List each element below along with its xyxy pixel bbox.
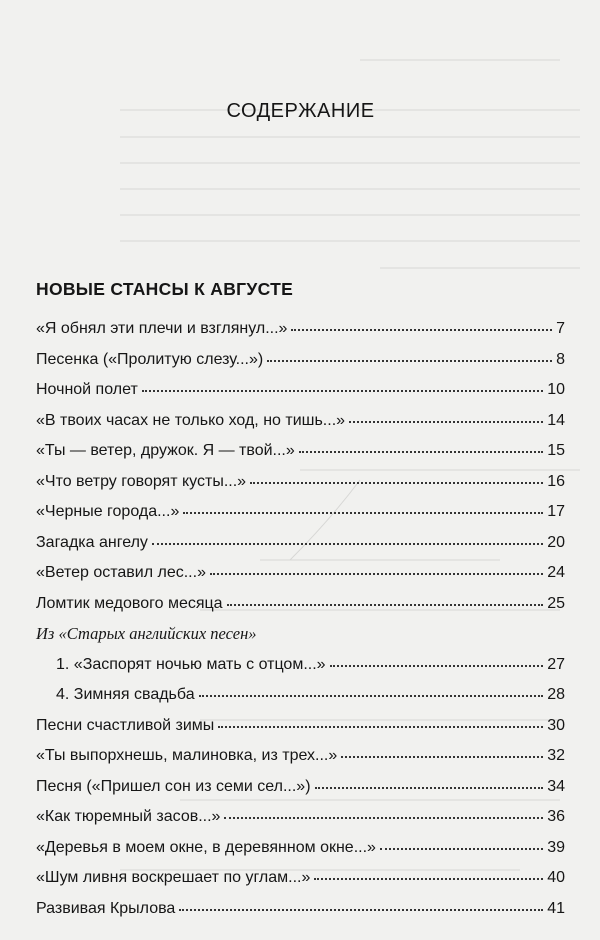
toc-entry[interactable] <box>36 894 565 925</box>
toc-entry-page: 7 <box>556 320 565 337</box>
toc-entry-title: «Ветер оставил лес...» <box>36 564 206 581</box>
toc-entry[interactable] <box>36 589 565 620</box>
toc-entry-page: 14 <box>547 411 565 429</box>
toc-entry-title: Песня («Пришел сон из семи сел...») <box>36 777 311 795</box>
toc-list <box>36 314 565 924</box>
dot-leader <box>299 450 543 453</box>
dot-leader <box>314 877 543 880</box>
table-of-contents-page <box>36 0 565 940</box>
toc-entry-title: «Шум ливня воскрешает по углам...» <box>36 869 311 886</box>
toc-subentry[interactable] <box>36 680 565 711</box>
dot-leader <box>142 389 543 392</box>
toc-entry-page: 24 <box>547 564 565 581</box>
toc-entry[interactable] <box>36 711 565 742</box>
toc-entry[interactable] <box>36 528 565 559</box>
toc-entry[interactable] <box>36 345 565 376</box>
toc-entry-title: Развивая Крылова <box>36 899 176 917</box>
toc-entry[interactable] <box>36 833 565 864</box>
toc-entry[interactable] <box>36 375 565 406</box>
toc-entry[interactable] <box>36 314 565 345</box>
toc-entry-page: 34 <box>547 777 565 795</box>
toc-entry-page: 28 <box>547 686 565 703</box>
toc-entry-page: 30 <box>547 716 565 734</box>
toc-entry-page: 15 <box>547 442 565 459</box>
dot-leader <box>224 816 543 819</box>
dot-leader <box>250 481 543 484</box>
toc-entry-title: «Я обнял эти плечи и взглянул...» <box>36 320 288 337</box>
toc-entry-title: «Что ветру говорят кусты...» <box>36 472 247 490</box>
toc-subentry[interactable] <box>36 650 565 681</box>
toc-entry-page: 40 <box>547 869 565 886</box>
toc-entry-title: «Ты — ветер, дружок. Я — твой...» <box>36 442 295 459</box>
dot-leader <box>349 420 543 423</box>
toc-entry-page: 27 <box>547 655 565 673</box>
dot-leader <box>380 847 543 850</box>
toc-entry-page: 36 <box>547 808 565 825</box>
dot-leader <box>152 542 543 545</box>
toc-entry-page: 16 <box>547 472 565 490</box>
dot-leader <box>341 755 543 758</box>
toc-entry[interactable] <box>36 772 565 803</box>
dot-leader <box>179 908 543 911</box>
toc-entry-title: Песенка («Пролитую слезу...») <box>36 350 264 368</box>
page-title: СОДЕРЖАНИЕ <box>226 100 375 122</box>
toc-entry-page: 41 <box>547 899 565 917</box>
dot-leader <box>183 511 543 514</box>
dot-leader <box>227 603 544 606</box>
toc-entry-title: «В твоих часах не только ход, но тишь...» <box>36 411 346 429</box>
dot-leader <box>210 572 543 575</box>
toc-entry[interactable] <box>36 558 565 589</box>
toc-entry-title: 1. «Заспорят ночью мать с отцом...» <box>56 655 326 673</box>
toc-entry-page: 25 <box>547 594 565 612</box>
toc-entry[interactable] <box>36 802 565 833</box>
dot-leader <box>267 359 552 362</box>
subsection-title: Из «Старых английских песен» <box>36 624 257 643</box>
toc-entry-title: Ночной полет <box>36 381 138 398</box>
toc-entry-title: 4. Зимняя свадьба <box>56 686 195 703</box>
dot-leader <box>199 694 544 697</box>
toc-entry-page: 20 <box>547 533 565 551</box>
toc-entry-title: Ломтик медового месяца <box>36 594 223 612</box>
toc-entry-title: «Ты выпорхнешь, малиновка, из трех...» <box>36 747 338 764</box>
toc-entry-page: 8 <box>556 350 565 368</box>
toc-entry[interactable] <box>36 406 565 437</box>
toc-entry[interactable] <box>36 863 565 894</box>
toc-entry-title: «Черные города...» <box>36 503 180 520</box>
toc-entry[interactable] <box>36 741 565 772</box>
dot-leader <box>218 725 543 728</box>
dot-leader <box>291 328 552 331</box>
dot-leader <box>315 786 544 789</box>
toc-entry-title: Загадка ангелу <box>36 533 148 551</box>
toc-entry-title: Песни счастливой зимы <box>36 716 215 734</box>
toc-entry[interactable] <box>36 467 565 498</box>
dot-leader <box>330 664 544 667</box>
section-title: НОВЫЕ СТАНСЫ К АВГУСТЕ <box>36 279 294 299</box>
toc-entry-page: 39 <box>547 838 565 856</box>
toc-entry-page: 10 <box>547 381 565 398</box>
toc-entry-title: «Как тюремный засов...» <box>36 808 221 825</box>
toc-entry-page: 17 <box>547 503 565 520</box>
toc-entry-title: «Деревья в моем окне, в деревянном окне...» <box>36 838 376 856</box>
toc-entry[interactable] <box>36 436 565 467</box>
toc-entry[interactable] <box>36 497 565 528</box>
toc-entry-page: 32 <box>547 747 565 764</box>
